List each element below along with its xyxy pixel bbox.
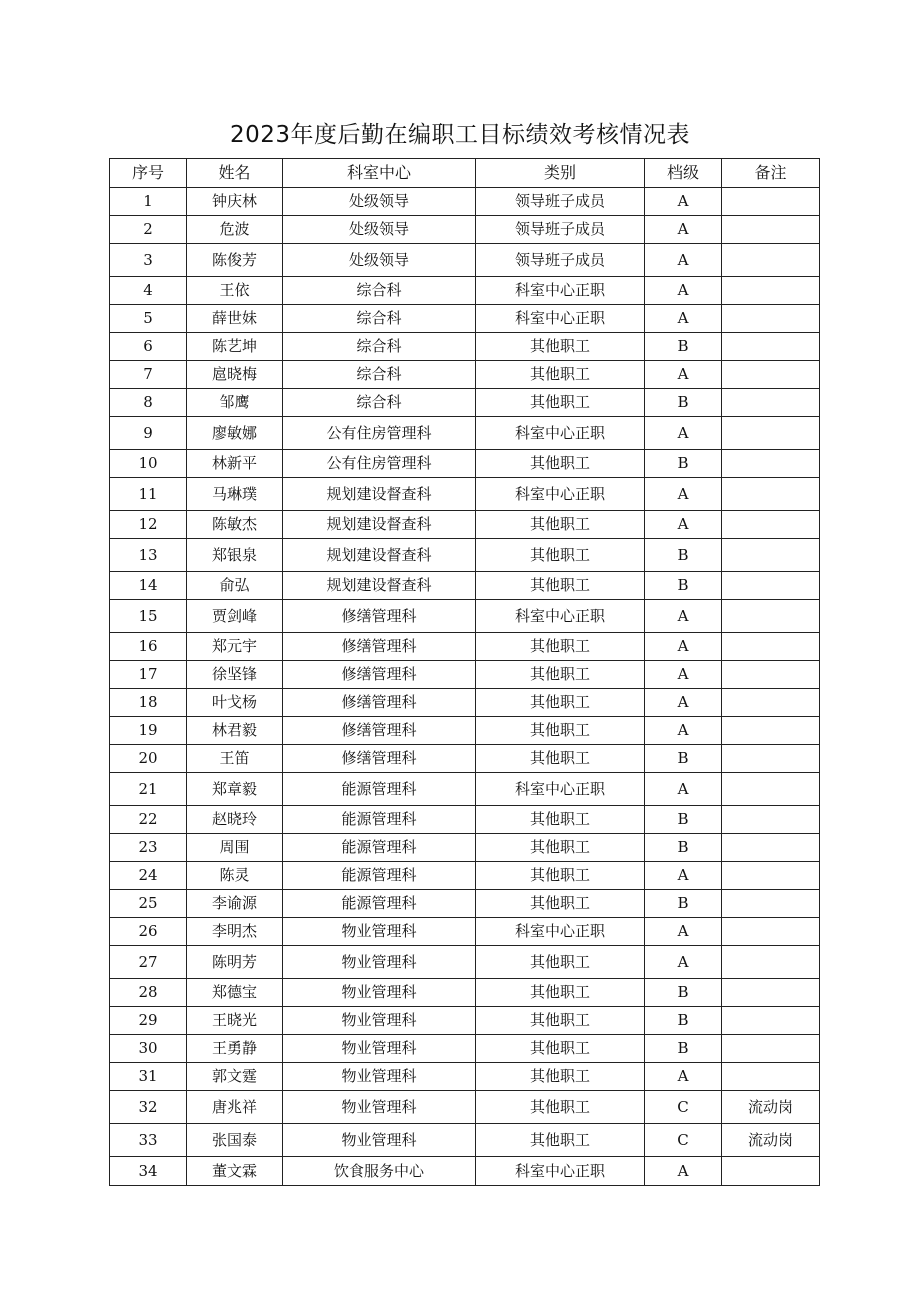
cell-note [722, 539, 820, 572]
table-row [110, 277, 820, 305]
cell-grade: B [645, 745, 722, 773]
cell-dept: 修缮管理科 [283, 745, 476, 773]
cell-dept: 综合科 [283, 305, 476, 333]
cell-no: 34 [110, 1157, 187, 1186]
cell-no: 1 [110, 188, 187, 216]
cell-grade: B [645, 890, 722, 918]
page-title: 2023年度后勤在编职工目标绩效考核情况表 [229, 122, 691, 148]
cell-grade: B [645, 1007, 722, 1035]
cell-dept: 能源管理科 [283, 773, 476, 806]
cell-name: 林君毅 [187, 717, 283, 745]
cell-no: 5 [110, 305, 187, 333]
cell-name: 郑银泉 [187, 539, 283, 572]
table-row [110, 1124, 820, 1157]
cell-grade: A [645, 216, 722, 244]
cell-name: 郑元宇 [187, 633, 283, 661]
cell-name: 徐坚锋 [187, 661, 283, 689]
cell-grade: B [645, 539, 722, 572]
table-row [110, 450, 820, 478]
table-row [110, 979, 820, 1007]
header-grade: 档级 [645, 159, 722, 188]
cell-note [722, 244, 820, 277]
cell-no: 10 [110, 450, 187, 478]
cell-name: 薛世妹 [187, 305, 283, 333]
cell-dept: 综合科 [283, 277, 476, 305]
cell-no: 31 [110, 1063, 187, 1091]
cell-grade: C [645, 1091, 722, 1124]
cell-dept: 修缮管理科 [283, 689, 476, 717]
cell-name: 危波 [187, 216, 283, 244]
cell-note [722, 600, 820, 633]
cell-dept: 能源管理科 [283, 834, 476, 862]
cell-grade: A [645, 1063, 722, 1091]
cell-name: 李谕源 [187, 890, 283, 918]
cell-category: 其他职工 [476, 1124, 645, 1157]
cell-note [722, 417, 820, 450]
table-row [110, 1007, 820, 1035]
cell-dept: 能源管理科 [283, 890, 476, 918]
cell-no: 12 [110, 511, 187, 539]
cell-grade: B [645, 1035, 722, 1063]
table-row [110, 717, 820, 745]
cell-no: 26 [110, 918, 187, 946]
cell-no: 25 [110, 890, 187, 918]
cell-name: 贾剑峰 [187, 600, 283, 633]
cell-category: 其他职工 [476, 834, 645, 862]
cell-grade: B [645, 834, 722, 862]
cell-dept: 综合科 [283, 333, 476, 361]
cell-grade: A [645, 689, 722, 717]
cell-note [722, 188, 820, 216]
table-row [110, 1035, 820, 1063]
cell-dept: 规划建设督查科 [283, 478, 476, 511]
cell-category: 科室中心正职 [476, 305, 645, 333]
cell-name: 陈明芳 [187, 946, 283, 979]
cell-dept: 能源管理科 [283, 862, 476, 890]
cell-no: 13 [110, 539, 187, 572]
cell-dept: 物业管理科 [283, 918, 476, 946]
cell-category: 其他职工 [476, 689, 645, 717]
cell-note [722, 450, 820, 478]
cell-category: 其他职工 [476, 745, 645, 773]
cell-dept: 修缮管理科 [283, 633, 476, 661]
cell-category: 科室中心正职 [476, 600, 645, 633]
cell-category: 科室中心正职 [476, 773, 645, 806]
cell-name: 俞弘 [187, 572, 283, 600]
cell-no: 15 [110, 600, 187, 633]
cell-dept: 饮食服务中心 [283, 1157, 476, 1186]
table-row [110, 1091, 820, 1124]
cell-dept: 规划建设督查科 [283, 511, 476, 539]
cell-grade: A [645, 417, 722, 450]
table-row [110, 511, 820, 539]
cell-category: 其他职工 [476, 361, 645, 389]
cell-name: 周围 [187, 834, 283, 862]
cell-name: 李明杰 [187, 918, 283, 946]
cell-dept: 物业管理科 [283, 1035, 476, 1063]
cell-name: 唐兆祥 [187, 1091, 283, 1124]
cell-grade: B [645, 450, 722, 478]
cell-dept: 处级领导 [283, 188, 476, 216]
cell-note [722, 717, 820, 745]
cell-category: 其他职工 [476, 633, 645, 661]
cell-name: 张国泰 [187, 1124, 283, 1157]
cell-no: 14 [110, 572, 187, 600]
cell-note [722, 1063, 820, 1091]
cell-dept: 物业管理科 [283, 946, 476, 979]
cell-note [722, 389, 820, 417]
table-row [110, 633, 820, 661]
cell-grade: A [645, 946, 722, 979]
cell-name: 陈俊芳 [187, 244, 283, 277]
table-row [110, 539, 820, 572]
cell-note [722, 305, 820, 333]
table-row [110, 361, 820, 389]
cell-category: 其他职工 [476, 539, 645, 572]
cell-name: 钟庆林 [187, 188, 283, 216]
header-dept: 科室中心 [283, 159, 476, 188]
cell-no: 18 [110, 689, 187, 717]
cell-no: 17 [110, 661, 187, 689]
cell-dept: 综合科 [283, 389, 476, 417]
cell-category: 其他职工 [476, 450, 645, 478]
cell-category: 科室中心正职 [476, 417, 645, 450]
cell-category: 领导班子成员 [476, 244, 645, 277]
cell-no: 11 [110, 478, 187, 511]
cell-grade: B [645, 389, 722, 417]
cell-note [722, 1007, 820, 1035]
cell-name: 郑章毅 [187, 773, 283, 806]
cell-name: 王依 [187, 277, 283, 305]
cell-category: 其他职工 [476, 389, 645, 417]
header-category: 类别 [476, 159, 645, 188]
cell-note [722, 1157, 820, 1186]
cell-dept: 公有住房管理科 [283, 450, 476, 478]
cell-no: 19 [110, 717, 187, 745]
cell-category: 其他职工 [476, 511, 645, 539]
cell-grade: A [645, 478, 722, 511]
cell-category: 领导班子成员 [476, 216, 645, 244]
table-row [110, 745, 820, 773]
cell-no: 3 [110, 244, 187, 277]
cell-no: 23 [110, 834, 187, 862]
cell-note [722, 361, 820, 389]
cell-dept: 修缮管理科 [283, 661, 476, 689]
cell-category: 其他职工 [476, 661, 645, 689]
cell-note [722, 745, 820, 773]
cell-name: 王笛 [187, 745, 283, 773]
cell-note [722, 572, 820, 600]
cell-no: 9 [110, 417, 187, 450]
cell-note [722, 661, 820, 689]
cell-note: 流动岗 [722, 1091, 820, 1124]
table-row [110, 333, 820, 361]
cell-no: 22 [110, 806, 187, 834]
cell-no: 4 [110, 277, 187, 305]
table-row [110, 572, 820, 600]
cell-grade: A [645, 862, 722, 890]
table-row [110, 773, 820, 806]
cell-grade: A [645, 188, 722, 216]
cell-note [722, 511, 820, 539]
cell-no: 16 [110, 633, 187, 661]
cell-no: 7 [110, 361, 187, 389]
cell-no: 8 [110, 389, 187, 417]
cell-dept: 综合科 [283, 361, 476, 389]
cell-name: 林新平 [187, 450, 283, 478]
cell-name: 郭文霆 [187, 1063, 283, 1091]
cell-category: 科室中心正职 [476, 918, 645, 946]
cell-name: 马琳璞 [187, 478, 283, 511]
cell-grade: B [645, 979, 722, 1007]
cell-category: 其他职工 [476, 946, 645, 979]
cell-no: 27 [110, 946, 187, 979]
cell-category: 领导班子成员 [476, 188, 645, 216]
table-row [110, 417, 820, 450]
header-name: 姓名 [187, 159, 283, 188]
table-row [110, 600, 820, 633]
cell-note [722, 277, 820, 305]
cell-dept: 修缮管理科 [283, 600, 476, 633]
table-row [110, 188, 820, 216]
performance-table [109, 158, 820, 1186]
table-row [110, 661, 820, 689]
cell-name: 陈敏杰 [187, 511, 283, 539]
cell-name: 陈艺坤 [187, 333, 283, 361]
cell-grade: A [645, 305, 722, 333]
cell-note [722, 1035, 820, 1063]
cell-note [722, 633, 820, 661]
cell-note [722, 216, 820, 244]
cell-grade: A [645, 277, 722, 305]
cell-note [722, 806, 820, 834]
table-row [110, 806, 820, 834]
cell-grade: A [645, 600, 722, 633]
cell-grade: A [645, 511, 722, 539]
cell-grade: A [645, 918, 722, 946]
cell-no: 24 [110, 862, 187, 890]
cell-note: 流动岗 [722, 1124, 820, 1157]
cell-note [722, 333, 820, 361]
cell-no: 29 [110, 1007, 187, 1035]
cell-grade: A [645, 773, 722, 806]
cell-no: 21 [110, 773, 187, 806]
cell-note [722, 979, 820, 1007]
header-row [110, 159, 820, 188]
cell-category: 其他职工 [476, 862, 645, 890]
cell-note [722, 478, 820, 511]
cell-note [722, 890, 820, 918]
table-row [110, 862, 820, 890]
cell-name: 王勇静 [187, 1035, 283, 1063]
cell-name: 董文霖 [187, 1157, 283, 1186]
cell-dept: 物业管理科 [283, 1124, 476, 1157]
cell-grade: A [645, 717, 722, 745]
cell-dept: 规划建设督查科 [283, 572, 476, 600]
table-row [110, 890, 820, 918]
cell-no: 30 [110, 1035, 187, 1063]
cell-grade: B [645, 572, 722, 600]
table-row [110, 478, 820, 511]
cell-category: 其他职工 [476, 333, 645, 361]
header-no: 序号 [110, 159, 187, 188]
cell-category: 其他职工 [476, 1091, 645, 1124]
cell-grade: B [645, 806, 722, 834]
cell-grade: A [645, 633, 722, 661]
table-row [110, 389, 820, 417]
cell-no: 33 [110, 1124, 187, 1157]
cell-name: 郑德宝 [187, 979, 283, 1007]
table-row [110, 1157, 820, 1186]
cell-category: 科室中心正职 [476, 478, 645, 511]
cell-category: 其他职工 [476, 1035, 645, 1063]
cell-dept: 修缮管理科 [283, 717, 476, 745]
table-row [110, 834, 820, 862]
cell-dept: 物业管理科 [283, 979, 476, 1007]
cell-name: 王晓光 [187, 1007, 283, 1035]
cell-category: 其他职工 [476, 1063, 645, 1091]
cell-category: 其他职工 [476, 717, 645, 745]
cell-grade: A [645, 1157, 722, 1186]
cell-name: 邹鹰 [187, 389, 283, 417]
cell-grade: A [645, 361, 722, 389]
header-note: 备注 [722, 159, 820, 188]
cell-dept: 处级领导 [283, 244, 476, 277]
cell-grade: C [645, 1124, 722, 1157]
cell-note [722, 834, 820, 862]
cell-dept: 处级领导 [283, 216, 476, 244]
cell-grade: A [645, 661, 722, 689]
cell-name: 陈灵 [187, 862, 283, 890]
cell-name: 廖敏娜 [187, 417, 283, 450]
table-row [110, 689, 820, 717]
cell-category: 其他职工 [476, 979, 645, 1007]
cell-dept: 物业管理科 [283, 1007, 476, 1035]
cell-no: 6 [110, 333, 187, 361]
cell-name: 赵晓玲 [187, 806, 283, 834]
cell-category: 科室中心正职 [476, 277, 645, 305]
table-row [110, 216, 820, 244]
cell-name: 扈晓梅 [187, 361, 283, 389]
cell-category: 其他职工 [476, 806, 645, 834]
cell-dept: 能源管理科 [283, 806, 476, 834]
table-row [110, 244, 820, 277]
cell-no: 2 [110, 216, 187, 244]
cell-note [722, 689, 820, 717]
cell-category: 其他职工 [476, 572, 645, 600]
table-row [110, 305, 820, 333]
cell-no: 28 [110, 979, 187, 1007]
cell-dept: 规划建设督查科 [283, 539, 476, 572]
table-row [110, 918, 820, 946]
cell-dept: 物业管理科 [283, 1091, 476, 1124]
table-row [110, 1063, 820, 1091]
cell-no: 32 [110, 1091, 187, 1124]
table-row [110, 946, 820, 979]
cell-category: 其他职工 [476, 890, 645, 918]
cell-dept: 物业管理科 [283, 1063, 476, 1091]
cell-no: 20 [110, 745, 187, 773]
cell-note [722, 773, 820, 806]
cell-category: 科室中心正职 [476, 1157, 645, 1186]
cell-grade: B [645, 333, 722, 361]
table-body [110, 188, 820, 1186]
cell-note [722, 918, 820, 946]
cell-grade: A [645, 244, 722, 277]
cell-category: 其他职工 [476, 1007, 645, 1035]
cell-name: 叶戈杨 [187, 689, 283, 717]
cell-note [722, 946, 820, 979]
cell-note [722, 862, 820, 890]
cell-dept: 公有住房管理科 [283, 417, 476, 450]
